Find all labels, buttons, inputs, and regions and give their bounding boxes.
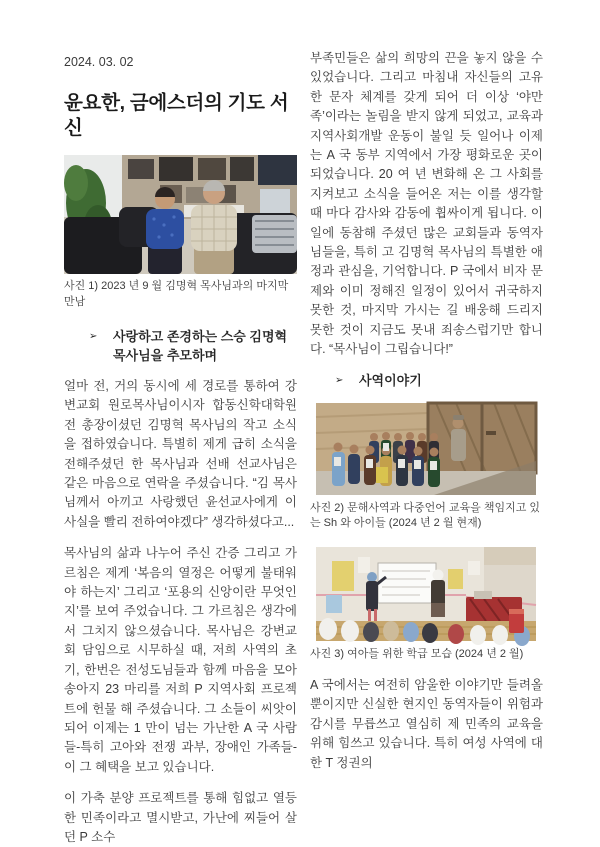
memorial-heading-line1: 사랑하고 존경하는 스승 김명혁 [113, 329, 288, 344]
list-arrow-icon: ➢ [89, 331, 98, 342]
memorial-heading-line2: 목사님을 추모하며 [113, 348, 218, 363]
body-paragraph: 얼마 전, 거의 동시에 세 경로를 통하여 강변교회 원로목사님이시자 합동신학대학원 전 총장이셨던 김명혁 목사님의 작고 소식을 접하였습니다. 특별히 제게 급히 소식을 전해주셨던 한 목사님과 선배 선교사님은 같은 마음으로 연락을 주셨습니다. “김 목사님께서 아끼고 사랑했던 윤선교사에게 이 사실을 빨리 전하여야겠다” 생각하셨다고... [64, 379, 297, 529]
section-heading-ministry [310, 371, 543, 390]
letter-date: 2024. 03. 02 [64, 55, 134, 69]
section-heading-memorial-text [113, 327, 297, 365]
body-paragraph: A 국에서는 여전히 암울한 이야기만 들려올 뿐이지만 신실한 현지인 동역자들이 위험과 감시를 무릅쓰고 열심히 제 민족의 교육을 위해 힘쓰고 있습니다. 특히 여성 사역에 대한 T 정권의 [310, 678, 543, 770]
body-paragraph: 목사님의 삶과 나누어 주신 간증 그리고 가르침은 제게 ‘복음의 열정은 어떻게 불태워야 하는지’ 그리고 ‘포용의 신앙이란 무엇인지’를 보여 주었습니다. 그 가르침은 생각에서 그치지 않으셨습니다. 목사님은 강변교회 담임으로 시무하실 때, 저희 사역의 초기, 한번은 전성도님들과 함께 마음을 모아 송아지 23 마리를 저희 P 지역사회 프로젝트에 헌물 해 주셨습니다. 그 소들이 씨앗이 되어 이제는 1 만이 넘는 가난한 A 국 사람들-특히 고아와 전쟁 과부, 장애인 가족들-이 그 혜택을 보고 있습니다. [64, 546, 297, 774]
section-heading-ministry-text: 사역이야기 [359, 372, 422, 388]
page-title: 윤요한, 금에스더의 기도 서신 [64, 92, 289, 139]
photo-literacy-class [316, 403, 536, 495]
photo-girls-class [316, 547, 536, 641]
photo-2-image [316, 403, 536, 495]
photo-last-meeting [64, 155, 297, 274]
column-left [64, 54, 297, 847]
list-arrow-icon: ➢ [335, 374, 344, 386]
photo-1-image [64, 155, 297, 274]
photo-3-image [316, 547, 536, 641]
photo-2-caption: 사진 2) 문해사역과 다중언어 교육을 책임지고 있는 Sh 와 아이들 (2024 년 2 월 현재) [310, 501, 541, 529]
column-right [310, 49, 543, 773]
photo-3-caption: 사진 3) 여아들 위한 학급 모습 (2024 년 2 월) [310, 647, 524, 660]
body-paragraph: 부족민들은 삶의 희망의 끈을 놓지 않을 수 있었습니다. 그리고 마침내 자신들의 고유한 문자 체계를 갖게 되어 더 이상 ‘야만족’이라는 놀림을 받지 않게 되었고, 교육과 지역사회개발 운동이 불일 듯 일어나 이제는 A 국 동부 지역에서 가장 평화로운 곳이 되었습니다. 20 여 년 변화해 온 그 사회를 지켜보고 소식을 들어온 저는 이를 생각할 때 마다 감사와 감동에 휩싸이게 됩니다. 이 일에 동참해 주셨던 많은 교회들과 동역자님들을, 특히 고 김명혁 목사님의 특별한 애정과 관심을, 기억합니다. P 국에서 비자 문제와 이미 정해진 일정이 있어서 귀국하지 못한 것, 마지막 가시는 길 배웅해 드리지 못한 것이 지금도 못내 죄송스럽기만 합니다. “목사님이 그립습니다!” [310, 51, 543, 357]
section-heading-memorial [64, 327, 297, 365]
body-paragraph: 이 가축 분양 프로젝트를 통해 힘없고 열등한 민족이라고 멸시받고, 가난에 찌들어 살던 P 소수 [64, 791, 297, 844]
photo-1-caption: 사진 1) 2023 년 9 월 김명혁 목사님과의 마지막 만남 [64, 280, 289, 308]
